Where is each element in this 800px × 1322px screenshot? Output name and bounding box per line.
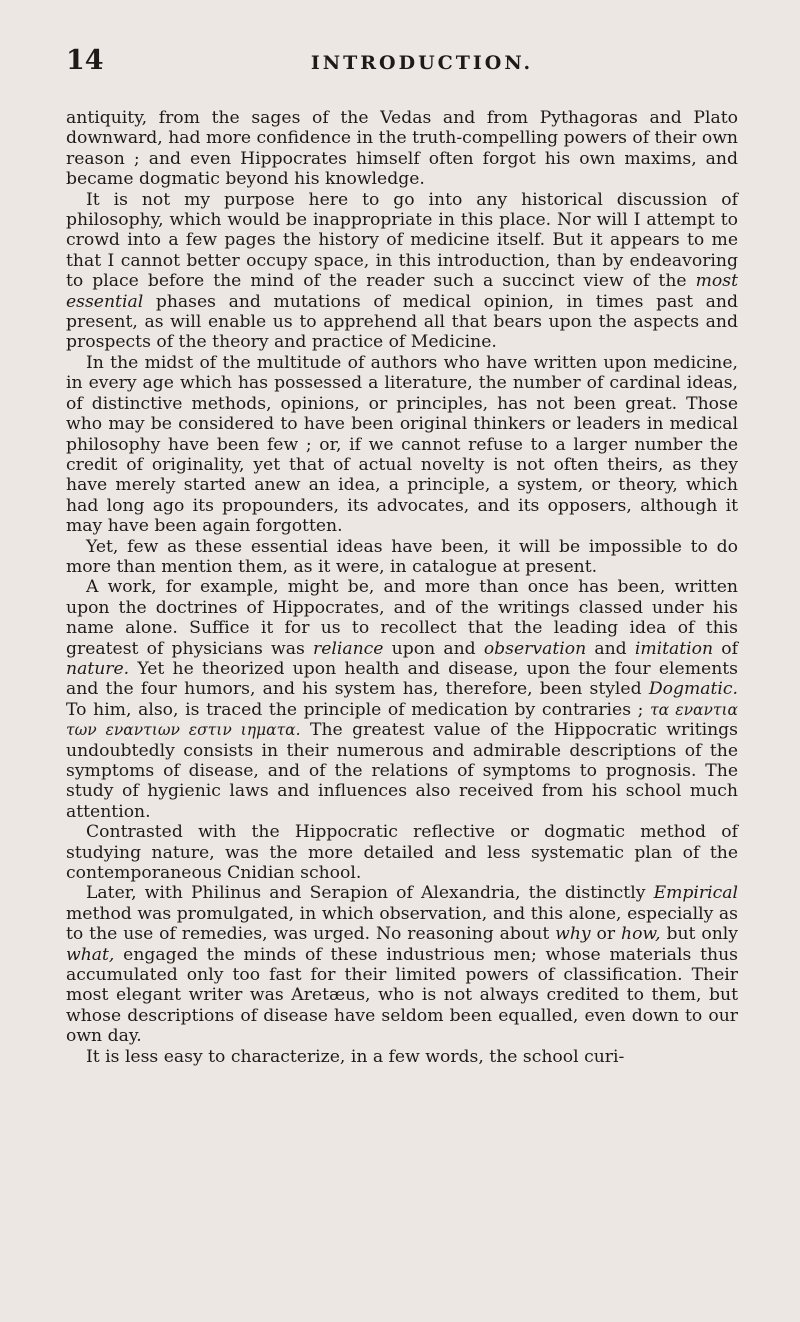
text-run: Later, with Philinus and Serapion of Alexandria, the distinctly (86, 883, 654, 904)
text-run: In the midst of the multitude of authors who have written upon medicine, in every age which has possessed a literature, the number of cardinal ideas, of distinctive methods, opinions, or principles, has not been great. Those who may be considered to have been original thinkers or leaders in medical philosophy have been few ; or, if we cannot refuse to a larger number the credit of originality, yet that of actual novelty is not often theirs, as they have merely started anew an idea, a principle, a system, or theory, which had long ago its propounders, its advocates, and its opposers, although it may have been again forgotten. (66, 352, 738, 537)
text-run: Contrasted with the Hippocratic reflective or dogmatic method of studying nature, was the more detailed and less systematic plan of the contemporaneous Cnidian school. (66, 822, 738, 884)
text-run: upon and (383, 638, 484, 659)
paragraph (66, 108, 738, 190)
text-run: antiquity, from the sages of the Vedas and from Pythagoras and Plato downward, had more confidence in the truth-compelling powers of their own reason ; and even Hippocrates himself often forgot his own maxims, and became dogmatic beyond his knowledge. (66, 108, 738, 190)
text-run: or (590, 924, 622, 945)
italic-phrase: most essential (66, 271, 738, 312)
italic-phrase: Dogmatic. (648, 679, 738, 700)
italic-phrase: why (555, 924, 591, 945)
text-run: method was promulgated, in which observation, and this alone, especially as to the use of remedies, was urged. No reasoning about (66, 903, 738, 945)
text-run: Yet, few as these essential ideas have been, it will be impossible to do more than mention them, as it were, in catalogue at present. (66, 536, 738, 577)
text-run: of (713, 638, 738, 659)
paragraph (66, 190, 738, 353)
text-run: engaged the minds of these industrious men; whose materials thus accumulated only too fast for their limited powers of classification. Their most elegant writer was Aretæus, who is not always credited to them, but whose descriptions of disease have seldom been equalled, even down to our own day. (66, 944, 738, 1047)
greek-quotation: τα εναντια των εναντιων εστιν ιηματα. (66, 700, 739, 740)
text-run: Yet he theorized upon health and disease, upon the four elements and the four humors, and his system has, therefore, been styled (66, 658, 738, 700)
italic-phrase: Empirical (653, 883, 738, 904)
text-run: but only (660, 924, 738, 945)
text-run: A work, for example, might be, and more than once has been, written upon the doctrines of Hippocrates, and of the writings classed under his name alone. Suffice it for us to recollect that the leading idea of this greatest of physicians was (66, 577, 738, 659)
text-run: It is not my purpose here to go into any historical discussion of philosophy, which would be inappropriate in this place. Nor will I attempt to crowd into a few pages the history of medicine itself. But it appears to me that I cannot better occupy space, in this introduction, than by endeavoring to place before the mind of the reader such a succinct view of the (66, 189, 738, 292)
running-head (66, 44, 738, 78)
body-text (66, 108, 738, 1067)
page-number: 14 (66, 45, 104, 76)
running-title: INTRODUCTION. (310, 52, 534, 74)
text-run: To him, also, is traced the principle of medication by contraries ; (66, 699, 651, 720)
text-run: It is less easy to characterize, in a few words, the school curi- (86, 1046, 625, 1067)
paragraph (66, 353, 738, 537)
paragraph (66, 537, 738, 578)
italic-phrase: what, (66, 944, 115, 965)
paragraph (66, 822, 738, 883)
italic-phrase: observation (483, 638, 587, 659)
italic-phrase: imitation (634, 638, 714, 659)
text-run: The greatest value of the Hippocratic writings undoubtedly consists in their numerous and admirable descriptions of the symptoms of disease, and of the relations of symptoms to prognosis. The study of hygienic laws and influences also received from his school much attention. (66, 720, 739, 822)
paragraph (66, 577, 738, 822)
paragraph (66, 883, 738, 1046)
italic-phrase: reliance (312, 638, 384, 659)
italic-phrase: nature. (66, 658, 130, 679)
text-run: and (586, 638, 635, 659)
paragraph (66, 1047, 738, 1067)
text-run: phases and mutations of medical opinion, in times past and present, as will enable us to apprehend all that bears upon the aspects and prospects of the theory and practice of Medicine. (66, 291, 738, 353)
italic-phrase: how, (621, 924, 661, 945)
